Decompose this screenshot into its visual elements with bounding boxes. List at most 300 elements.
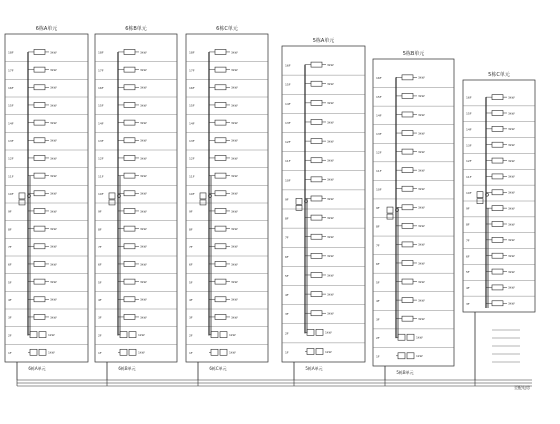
- meter-label: 1kW: [138, 350, 145, 355]
- distribution-box: [316, 348, 323, 354]
- meter-box: [124, 208, 135, 213]
- meter-box: [311, 119, 322, 124]
- meter-box: [124, 173, 135, 178]
- floor-label: 4F: [189, 298, 193, 303]
- meter-label: 3kW: [231, 67, 238, 72]
- floor-label: 9F: [8, 209, 12, 214]
- meter-label: 3kW: [140, 103, 147, 108]
- floor-label: 16F: [376, 76, 382, 81]
- distribution-box: [129, 332, 136, 338]
- distribution-box: [30, 349, 37, 355]
- junction-box: [200, 200, 206, 205]
- floor-label: 2F: [376, 336, 380, 341]
- meter-label: 3kW: [418, 224, 425, 229]
- meter-box: [124, 85, 135, 90]
- meter-label: 3kW: [508, 174, 515, 179]
- meter-box: [492, 285, 503, 290]
- distribution-box: [120, 349, 127, 355]
- unit-panel: [373, 50, 454, 380]
- meter-box: [34, 138, 45, 143]
- floor-label: 9F: [376, 206, 380, 211]
- meter-box: [215, 226, 226, 231]
- meter-box: [402, 112, 413, 117]
- meter-box: [311, 234, 322, 239]
- meter-box: [34, 102, 45, 107]
- unit-bottom-label: 6栋B单元: [118, 366, 136, 371]
- floor-label: 18F: [189, 50, 195, 55]
- distribution-box: [316, 329, 323, 335]
- meter-box: [215, 155, 226, 160]
- meter-box: [402, 131, 413, 136]
- floor-label: 7F: [466, 238, 470, 243]
- floor-label: 6F: [285, 254, 289, 259]
- floor-label: 3F: [189, 315, 193, 320]
- meter-box: [311, 196, 322, 201]
- floor-label: 3F: [8, 315, 12, 320]
- meter-box: [311, 292, 322, 297]
- meter-box: [311, 81, 322, 86]
- junction-box: [296, 198, 302, 204]
- distribution-box: [220, 332, 227, 338]
- floor-label: 10F: [189, 192, 195, 197]
- floor-label: 1F: [189, 351, 193, 356]
- meter-box: [34, 120, 45, 125]
- floor-label: 16F: [98, 86, 104, 91]
- meter-box: [402, 242, 413, 247]
- floor-label: 5F: [376, 280, 380, 285]
- meter-box: [124, 314, 135, 319]
- floor-label: 10F: [466, 190, 472, 195]
- meter-label: 3kW: [231, 50, 238, 55]
- unit-panel: [282, 37, 365, 380]
- floor-label: 6F: [8, 262, 12, 267]
- meter-label: 3kW: [327, 215, 334, 220]
- meter-label: 3kW: [50, 279, 57, 284]
- meter-box: [311, 62, 322, 67]
- meter-box: [311, 158, 322, 163]
- distribution-box: [407, 334, 414, 340]
- floor-label: 10F: [376, 187, 382, 192]
- meter-label: 3kW: [231, 138, 238, 143]
- floor-label: 5F: [98, 280, 102, 285]
- floor-label: 15F: [98, 103, 104, 108]
- unit-bottom-label: 6栋A单元: [28, 366, 46, 371]
- meter-box: [311, 253, 322, 258]
- meter-box: [34, 244, 45, 249]
- floor-label: 8F: [98, 227, 102, 232]
- meter-label: 3kW: [140, 138, 147, 143]
- floor-label: 12F: [8, 156, 14, 161]
- panel-frame: [282, 46, 365, 362]
- meter-label: 3kW: [418, 75, 425, 80]
- meter-label: 3kW: [231, 209, 238, 214]
- meter-box: [402, 279, 413, 284]
- meter-label: 3kW: [50, 156, 57, 161]
- distribution-box: [120, 332, 127, 338]
- meter-label: 3kW: [231, 297, 238, 302]
- meter-label: 3kW: [231, 85, 238, 90]
- meter-box: [124, 155, 135, 160]
- meter-label: 3kW: [50, 120, 57, 125]
- floor-label: 1F: [8, 351, 12, 356]
- meter-label: 3kW: [327, 292, 334, 297]
- floor-label: 16F: [285, 63, 291, 68]
- meter-box: [215, 138, 226, 143]
- meter-label: 3kW: [418, 131, 425, 136]
- meter-label: 3kW: [140, 279, 147, 284]
- meter-label: 3kW: [327, 62, 334, 67]
- meter-box: [311, 272, 322, 277]
- meter-box: [492, 237, 503, 242]
- meter-label: 3kW: [508, 269, 515, 274]
- meter-box: [124, 226, 135, 231]
- distribution-box: [30, 332, 37, 338]
- floor-label: 11F: [8, 174, 14, 179]
- meter-label: 3kW: [50, 315, 57, 320]
- meter-label: 3kW: [140, 315, 147, 320]
- meter-label: 3kW: [418, 316, 425, 321]
- meter-label: 3kW: [50, 103, 57, 108]
- meter-box: [402, 75, 413, 80]
- floor-label: 8F: [8, 227, 12, 232]
- floor-label: 16F: [466, 95, 472, 100]
- floor-label: 4F: [466, 286, 470, 291]
- panel-frame: [186, 34, 268, 362]
- floor-label: 15F: [376, 94, 382, 99]
- floor-label: 3F: [466, 301, 470, 306]
- meter-box: [492, 221, 503, 226]
- panel-title: 5栋A单元: [312, 38, 335, 44]
- floor-label: 16F: [189, 86, 195, 91]
- floor-label: 7F: [98, 245, 102, 250]
- meter-label: 3kW: [140, 191, 147, 196]
- meter-box: [215, 297, 226, 302]
- distribution-box: [39, 349, 46, 355]
- unit-panel: [186, 25, 268, 380]
- floor-label: 13F: [8, 139, 14, 144]
- bus-layer: [17, 330, 532, 390]
- floor-label: 13F: [285, 120, 291, 125]
- meter-label: 3kW: [50, 297, 57, 302]
- meter-box: [215, 314, 226, 319]
- meter-label: 3kW: [231, 173, 238, 178]
- panel-title: 5栋B单元: [402, 51, 425, 57]
- floor-label: 1F: [285, 350, 289, 355]
- floor-label: 11F: [466, 175, 472, 180]
- meter-box: [124, 67, 135, 72]
- floor-label: 14F: [376, 113, 382, 118]
- meter-box: [215, 102, 226, 107]
- floor-label: 18F: [8, 50, 14, 55]
- meter-box: [492, 158, 503, 163]
- meter-label: 3kW: [418, 242, 425, 247]
- meter-label: 3kW: [508, 158, 515, 163]
- meter-box: [402, 205, 413, 210]
- meter-box: [34, 314, 45, 319]
- meter-box: [402, 260, 413, 265]
- floor-label: 4F: [98, 298, 102, 303]
- meter-label: 1kW: [138, 332, 145, 337]
- floor-label: 12F: [98, 156, 104, 161]
- floor-label: 13F: [189, 139, 195, 144]
- meter-label: 1kW: [416, 354, 423, 359]
- floor-label: 14F: [8, 121, 14, 126]
- unit-bottom-label: 5栋B单元: [396, 370, 414, 375]
- distribution-box: [211, 349, 218, 355]
- unit-bottom-label: 5栋A单元: [305, 366, 323, 371]
- bus-label: 至配电房: [514, 385, 530, 390]
- floor-label: 2F: [8, 333, 12, 338]
- junction-box: [387, 214, 393, 219]
- floor-label: 9F: [98, 209, 102, 214]
- floor-label: 15F: [466, 111, 472, 116]
- floor-label: 6F: [376, 261, 380, 266]
- meter-box: [311, 215, 322, 220]
- unit-panel: [5, 25, 88, 380]
- meter-box: [492, 190, 503, 195]
- distribution-box: [220, 349, 227, 355]
- panel-title: 5栋C单元: [488, 72, 510, 78]
- meter-label: 3kW: [140, 85, 147, 90]
- meter-box: [492, 206, 503, 211]
- floor-label: 9F: [466, 206, 470, 211]
- meter-box: [492, 253, 503, 258]
- floor-label: 5F: [189, 280, 193, 285]
- meter-label: 3kW: [327, 235, 334, 240]
- floor-label: 4F: [8, 298, 12, 303]
- meter-label: 3kW: [140, 226, 147, 231]
- meter-label: 3kW: [327, 120, 334, 125]
- meter-box: [492, 174, 503, 179]
- meter-box: [34, 67, 45, 72]
- meter-label: 3kW: [50, 138, 57, 143]
- meter-label: 3kW: [50, 191, 57, 196]
- meter-box: [215, 49, 226, 54]
- meter-label: 3kW: [140, 120, 147, 125]
- meter-label: 3kW: [50, 262, 57, 267]
- panel-title: 6栋C单元: [216, 26, 238, 32]
- meter-label: 3kW: [327, 311, 334, 316]
- floor-label: 10F: [8, 192, 14, 197]
- floor-label: 14F: [98, 121, 104, 126]
- meter-label: 3kW: [508, 254, 515, 259]
- junction-box: [387, 207, 393, 213]
- meter-label: 3kW: [327, 177, 334, 182]
- meter-box: [124, 191, 135, 196]
- meter-label: 3kW: [231, 244, 238, 249]
- floor-label: 7F: [8, 245, 12, 250]
- distribution-box: [39, 332, 46, 338]
- distribution-box: [129, 349, 136, 355]
- junction-box: [109, 200, 115, 205]
- meter-label: 3kW: [50, 173, 57, 178]
- meter-box: [492, 301, 503, 306]
- floor-label: 15F: [8, 103, 14, 108]
- meter-label: 3kW: [508, 222, 515, 227]
- panels-layer: [5, 25, 535, 380]
- meter-box: [402, 223, 413, 228]
- floor-label: 8F: [466, 222, 470, 227]
- meter-label: 3kW: [418, 168, 425, 173]
- meter-box: [402, 149, 413, 154]
- floor-label: 18F: [98, 50, 104, 55]
- meter-box: [311, 177, 322, 182]
- meter-box: [124, 297, 135, 302]
- floor-label: 11F: [98, 174, 104, 179]
- floor-label: 11F: [285, 159, 291, 164]
- meter-label: 3kW: [508, 127, 515, 132]
- meter-label: 3kW: [140, 67, 147, 72]
- meter-box: [492, 142, 503, 147]
- floor-label: 3F: [285, 312, 289, 317]
- meter-label: 1kW: [229, 332, 236, 337]
- meter-label: 3kW: [50, 50, 57, 55]
- meter-box: [215, 120, 226, 125]
- meter-box: [402, 316, 413, 321]
- meter-label: 1kW: [416, 335, 423, 340]
- meter-box: [34, 49, 45, 54]
- floor-label: 8F: [376, 224, 380, 229]
- meter-label: 3kW: [50, 244, 57, 249]
- meter-box: [34, 191, 45, 196]
- junction-box: [109, 193, 115, 199]
- floor-label: 12F: [376, 150, 382, 155]
- distribution-box: [307, 348, 314, 354]
- meter-box: [124, 261, 135, 266]
- floor-label: 12F: [285, 140, 291, 145]
- meter-label: 1kW: [48, 350, 55, 355]
- meter-box: [402, 93, 413, 98]
- meter-label: 3kW: [231, 315, 238, 320]
- panel-title: 6栋B单元: [125, 26, 147, 32]
- meter-label: 3kW: [231, 279, 238, 284]
- meter-label: 3kW: [508, 301, 515, 306]
- floor-label: 4F: [285, 293, 289, 298]
- meter-label: 3kW: [140, 262, 147, 267]
- meter-label: 3kW: [140, 297, 147, 302]
- meter-label: 3kW: [50, 85, 57, 90]
- unit-bottom-label: 6栋C单元: [209, 366, 227, 371]
- floor-label: 13F: [376, 131, 382, 136]
- floor-label: 8F: [189, 227, 193, 232]
- meter-box: [215, 85, 226, 90]
- floor-label: 6F: [98, 262, 102, 267]
- floor-label: 2F: [98, 333, 102, 338]
- floor-label: 15F: [285, 82, 291, 87]
- meter-label: 3kW: [140, 156, 147, 161]
- floor-label: 17F: [98, 68, 104, 73]
- meter-label: 3kW: [140, 50, 147, 55]
- floor-label: 10F: [98, 192, 104, 197]
- meter-label: 3kW: [327, 101, 334, 106]
- meter-box: [124, 120, 135, 125]
- meter-box: [34, 261, 45, 266]
- meter-label: 3kW: [327, 254, 334, 259]
- meter-label: 3kW: [508, 143, 515, 148]
- junction-box: [296, 205, 302, 210]
- meter-label: 3kW: [327, 196, 334, 201]
- meter-label: 1kW: [325, 330, 332, 335]
- meter-box: [124, 138, 135, 143]
- floor-label: 3F: [98, 315, 102, 320]
- floor-label: 1F: [376, 354, 380, 359]
- meter-box: [492, 269, 503, 274]
- unit-panel: [95, 25, 177, 380]
- floor-label: 4F: [376, 298, 380, 303]
- distribution-box: [407, 353, 414, 359]
- junction-box: [19, 193, 25, 199]
- meter-box: [34, 173, 45, 178]
- meter-box: [492, 110, 503, 115]
- meter-label: 3kW: [140, 244, 147, 249]
- meter-label: 1kW: [325, 349, 332, 354]
- floor-label: 7F: [285, 235, 289, 240]
- panel-frame: [95, 34, 177, 362]
- meter-label: 3kW: [418, 149, 425, 154]
- meter-box: [215, 208, 226, 213]
- distribution-box: [398, 353, 405, 359]
- meter-label: 3kW: [231, 262, 238, 267]
- panel-frame: [463, 80, 535, 312]
- meter-label: 3kW: [231, 191, 238, 196]
- floor-label: 2F: [285, 331, 289, 336]
- meter-box: [402, 186, 413, 191]
- meter-box: [34, 297, 45, 302]
- meter-label: 3kW: [418, 279, 425, 284]
- meter-box: [492, 95, 503, 100]
- meter-box: [124, 279, 135, 284]
- floor-label: 9F: [189, 209, 193, 214]
- floor-label: 15F: [189, 103, 195, 108]
- meter-box: [492, 126, 503, 131]
- meter-label: 3kW: [508, 206, 515, 211]
- meter-box: [34, 279, 45, 284]
- meter-box: [124, 49, 135, 54]
- meter-label: 3kW: [140, 173, 147, 178]
- meter-label: 3kW: [418, 261, 425, 266]
- meter-label: 3kW: [327, 273, 334, 278]
- meter-label: 3kW: [508, 111, 515, 116]
- meter-box: [34, 85, 45, 90]
- floor-label: 3F: [376, 317, 380, 322]
- meter-box: [124, 102, 135, 107]
- meter-box: [215, 244, 226, 249]
- junction-box: [477, 192, 483, 198]
- floor-label: 13F: [98, 139, 104, 144]
- meter-box: [311, 311, 322, 316]
- meter-label: 3kW: [508, 190, 515, 195]
- meter-label: 3kW: [231, 120, 238, 125]
- floor-label: 11F: [189, 174, 195, 179]
- floor-label: 16F: [8, 86, 14, 91]
- meter-label: 3kW: [50, 226, 57, 231]
- panel-frame: [5, 34, 88, 362]
- floor-label: 6F: [189, 262, 193, 267]
- meter-box: [402, 168, 413, 173]
- meter-box: [215, 279, 226, 284]
- meter-label: 3kW: [418, 187, 425, 192]
- distribution-box: [398, 334, 405, 340]
- floor-label: 14F: [466, 127, 472, 132]
- meter-label: 3kW: [231, 226, 238, 231]
- meter-label: 3kW: [327, 158, 334, 163]
- distribution-box: [307, 329, 314, 335]
- meter-label: 3kW: [140, 209, 147, 214]
- meter-label: 3kW: [418, 112, 425, 117]
- floor-label: 10F: [285, 178, 291, 183]
- meter-label: 3kW: [231, 156, 238, 161]
- floor-label: 7F: [189, 245, 193, 250]
